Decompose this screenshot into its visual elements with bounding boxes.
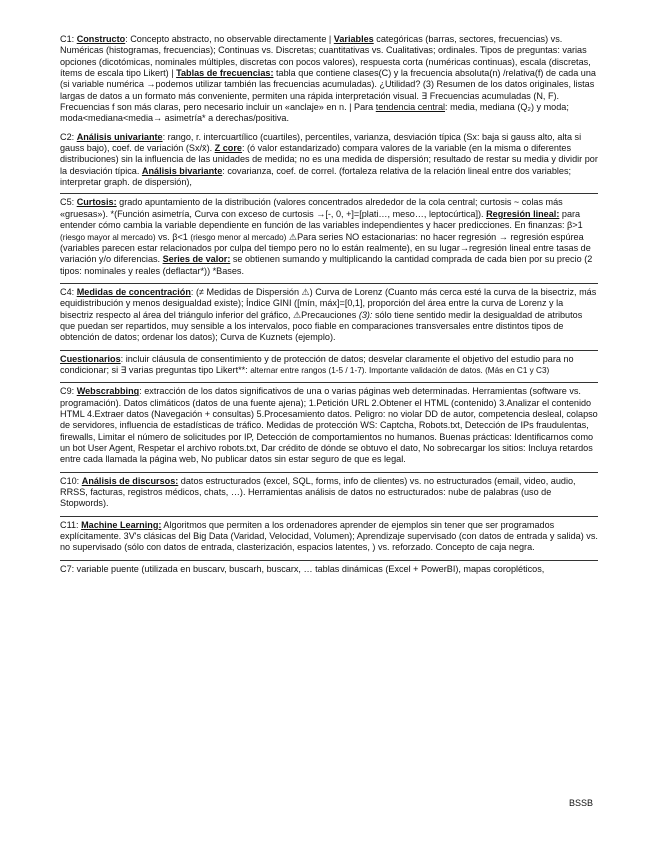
text: C7: variable puente (utilizada en buscarv, buscarh, buscarx, … tablas dinámicas (Excel + PowerBI), mapas coropléticos,: [60, 563, 545, 574]
section-c10: [60, 472, 598, 510]
section-label: C1:: [60, 34, 77, 44]
text: grado apuntamiento de la distribución (valores concentrados alrededor de la cola central; curtosis ~ colas más «gruesas»). *(Función asimetría, Curva con exceso de curtosis →[-, 0, +]=[plati…, meso…, leptocúrtica]).: [60, 197, 563, 219]
text: : (ó valor estandarizado) compara valores de la variable (en la misma o diferentes distribuciones) sin la influencia de las unidades de medida; no es una medida de dispersión; resultado de restar su media y dividir por la desviación típica.: [60, 143, 598, 176]
note: (riesgo menor al mercado): [190, 232, 287, 242]
term-regresion-lineal: Regresión lineal:: [486, 208, 560, 219]
term-series-de-valor: Series de valor:: [162, 254, 231, 265]
note: (riesgo mayor al mercado): [60, 232, 156, 242]
section-c9: [60, 382, 598, 465]
text: : (≠ Medidas de Dispersión ⚠) Curva de Lorenz (Cuanto más cerca esté la curva de la bisectriz, más equidistribución y menos desigualdad existe); Índice GINI ([mín, máx]=[0,1], proporción del área entre la curva de Lorenz y la bisectriz respecto al área del triángulo inferior del gráfico, ⚠Precauciones: [60, 286, 597, 320]
term-analisis-bivariante: Análisis bivariante: [141, 165, 223, 176]
text: categóricas (barras, sectores, frecuencias) vs. Numéricas (histogramas, frecuencias); Continuas vs. Discretas; cuantitativas vs. Cualitativas; ordinales. Tipos de preguntas: varias opciones (dicotómicas, nominales múltiples, discretas con pocos valores), respuesta corta (numéricas continuas), escala (discretas, ítems de escala tipo Likert) |: [60, 34, 591, 79]
text: : media, mediana (Q₂) y moda; moda<mediana<media→ asimetría* a derechas/positiva.: [60, 102, 569, 124]
section-c2: [60, 132, 598, 189]
section-c1: [60, 34, 598, 125]
section-c5: [60, 193, 598, 276]
text: : rango, r. intercuartílico (cuartiles), percentiles, varianza, desviación típica (Sx: baja si gauss alto, alta si gauss bajo), coef. de variación (Sx/x̄).: [60, 131, 582, 154]
text: : incluir cláusula de consentimiento y de protección de datos; desvelar claramente el objetivo del estudio para no condicionar; si ∃ varias preguntas tipo Likert**:: [60, 353, 574, 375]
text: tabla que contiene clases(C) y la frecuencia absoluta(n) /relativa(f) de cada una (si variable numérica →podemos utilizar también las frecuencias acumuladas). ¿Utilidad? (3) Resumen de los datos originales, listas largas de datos a un formato más conveniente, permiten una rápida interpretación visual. ∃ Frecuencias acumuladas (N, F). Frecuencias f son más claras, pero necesario incluir un «anclaje» en n. | Para: [60, 68, 596, 113]
term-cuestionarios: Cuestionarios: [60, 353, 121, 364]
term-machine-learning: Machine Learning:: [81, 519, 162, 530]
term-medidas-concentracion: Medidas de concentración: [76, 286, 191, 297]
section-label: C11:: [60, 519, 82, 530]
text: se obtienen sumando y multiplicando la cantidad comprada de cada bien por su precio (2 tipos: nominales y reales (deflactar*)) *Bases.: [60, 254, 593, 276]
text: vs. β<1: [155, 231, 191, 242]
section-label: C5:: [60, 197, 77, 208]
section-c11: [60, 516, 598, 554]
text: : covarianza, coef. de correl. (fortaleza relativa de la relación lineal entre dos variables; interpretar graph. de dispersión),: [60, 165, 572, 188]
footer-initials: BSSB: [568, 798, 593, 808]
term-variables: Variables: [333, 34, 374, 44]
text: Algoritmos que permiten a los ordenadores aprender de ejemplos sin tener que ser programados explícitamente. 3V's clásicas del Big Data (Varidad, Velocidad, Volumen); Aprendizaje supervisado (con datos de entrada y salida) vs. no supervisado (sólo con datos de entrada, clasterización, espacios latentes, ) vs. reforzado. Concepto de caja negra.: [60, 519, 598, 553]
term-analisis-univariante: Análisis univariante: [76, 131, 163, 142]
term-constructo: Constructo: [76, 34, 126, 44]
section-label: C2:: [60, 131, 77, 142]
term-webscrabbing: Webscrabbing: [76, 386, 140, 397]
text: (3):: [358, 309, 373, 320]
text: : extracción de los datos significativos de una o varias páginas web determinadas. Herramientas (software vs. programación). Datos climáticos (datos de una fuente ajena); 1.Petición URL 2.Obtener el HTML (contenido) 3.Analizar el contenido HTML 4.Extraer datos (Navegación + consultas) 5.Procesamiento datos. Peligro: no violar DD de autor, competencia desleal, colapso de servidores, influencia de estadísticas de tráfico. Medidas de protección WS: Captcha, Robots.txt, Detección de IPs fraudulentas, firewalls, Limitar el número de solicitudes por IP, Detección de comportamientos no humanos. Buenas prácticas: Identificarnos como un bot User Agent, Respetar el archivo robots.txt, Dar crédito de dónde se obtuvo el dato, No sobrecargar los sitios: Incluya retardos entre cada llamada la página web, No publicar datos sin estar seguro de que es legal.: [60, 386, 598, 465]
note: alternar entre rangos (1-5 / 1-7). Importante validación de datos. (Más en C1 y C3): [250, 365, 550, 375]
section-label: C4:: [60, 286, 77, 297]
text: sólo tiene sentido medir la desigualdad de atributos que puedan ser repartidos, muy sensible a los intervalos, poco fiable en comparaciones transversales entre distintos tipos de obtención de datos; ordenar los datos); Curva de Kuznets (ejemplo).: [60, 309, 583, 343]
text: datos estructurados (excel, SQL, forms, info de clientes) vs. no estructurados (email, video, audio, RRSS, facturas, registros médicos, chats, …). Herramientas análisis de datos no estructurados: nube de palabras (uso de Stopwords).: [60, 475, 576, 509]
document-page: [60, 34, 598, 575]
text: ⚠Para series NO estacionarias: no hacer regresión → regresión espúrea (variables parecen estar relacionados por culpa del tiempo pero no lo están realmente), en su lugar→regresión lineal entre tasas de variación y/o diferencias.: [60, 231, 591, 265]
term-analisis-discursos: Análisis de discursos:: [81, 475, 179, 486]
section-cuestionarios: [60, 350, 598, 377]
term-z-core: Z core: [214, 143, 242, 154]
text: para entender cómo cambia la variable dependiente en función de las variables independientes y hacer predicciones. En finanzas: β>1: [60, 208, 583, 231]
term-tablas-frecuencias: Tablas de frecuencias:: [176, 68, 274, 79]
text: : Concepto abstracto, no observable directamente |: [125, 34, 334, 44]
section-c7: [60, 560, 598, 575]
term-tendencia-central: tendencia central: [375, 102, 446, 113]
section-c4: [60, 283, 598, 344]
term-curtosis: Curtosis:: [76, 197, 117, 208]
section-label: C9:: [60, 386, 77, 397]
section-label: C10:: [60, 475, 82, 486]
